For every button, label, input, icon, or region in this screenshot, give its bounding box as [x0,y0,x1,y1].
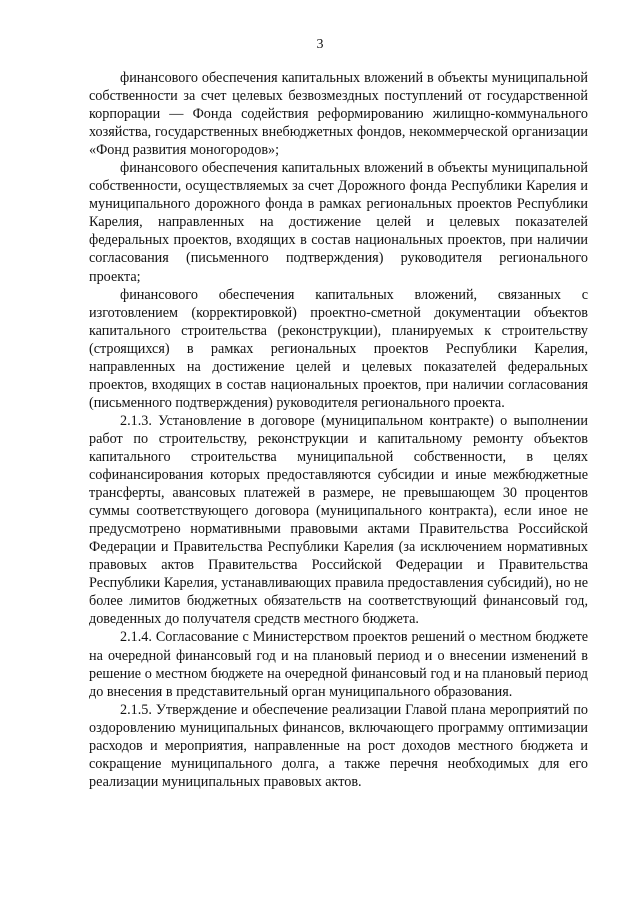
page-number: 3 [316,37,324,52]
paragraph-2-1-4: 2.1.4. Согласование с Министерством проектов решений о местном бюджете на очередной финансовый год и на плановый период и о внесении изменений в решение о местном бюджете на очередной финансовый год и на плановый период до внесения в представительный орган муниципального образования. [89,629,588,700]
paragraph-2-1-5: 2.1.5. Утверждение и обеспечение реализации Главой плана мероприятий по оздоровлению муниципальных финансов, включающего программу оптимизации расходов и мероприятия, направленные на рост доходов местного бюджета и сокращение муниципального долга, а также перечня необходимых для его реализации муниципальных правовых актов. [89,701,588,790]
document-body [89,69,588,791]
paragraph-financing-reform-fund: финансового обеспечения капитальных вложений в объекты муниципальной собственности за счет целевых безвозмездных поступлений от государственной корпорации — Фонда содействия реформированию жилищно-коммунального хозяйства, государственных внебюджетных фондов, некоммерческой организации «Фонд развития моногородов»; [89,70,588,159]
paragraph-financing-design-documentation: финансового обеспечения капитальных вложений, связанных с изготовлением (корректировкой) проектно-сметной документации объектов капитального строительства (реконструкции), планируемых к строительству (строящихся) в рамках региональных проектов Республики Карелия, направленных на достижение целей и целевых показателей федеральных проектов, входящих в состав национальных проектов, при наличии согласования (письменного подтверждения) руководителя регионального проекта. [89,286,588,411]
paragraph-financing-road-fund: финансового обеспечения капитальных вложений в объекты муниципальной собственности, осуществляемых за счет Дорожного фонда Республики Карелия и муниципального дорожного фонда в рамках региональных проектов Республики Карелия, направленных на достижение целей и целевых показателей федеральных проектов, входящих в состав национальных проектов, при наличии согласования (письменного подтверждения) руководителя регионального проекта; [89,160,588,285]
paragraph-2-1-3: 2.1.3. Установление в договоре (муниципальном контракте) о выполнении работ по строительству, реконструкции и капитальному ремонту объектов капитального строительства муниципальной собственности, в целях софинансирования которых предоставляются субсидии и иные межбюджетные трансферты, авансовых платежей в размере, не превышающем 30 процентов суммы соответствующего договора (муниципального контракта), если иное не предусмотрено нормативными правовыми актами Правительства Российской Федерации и Правительства Республики Карелия (за исключением нормативных правовых актов Правительства Российской Федерации и Правительства Республики Карелия, устанавливающих правила предоставления субсидий), но не более лимитов бюджетных обязательств на соответствующий финансовый год, доведенных до получателя средств местного бюджета. [89,412,588,628]
